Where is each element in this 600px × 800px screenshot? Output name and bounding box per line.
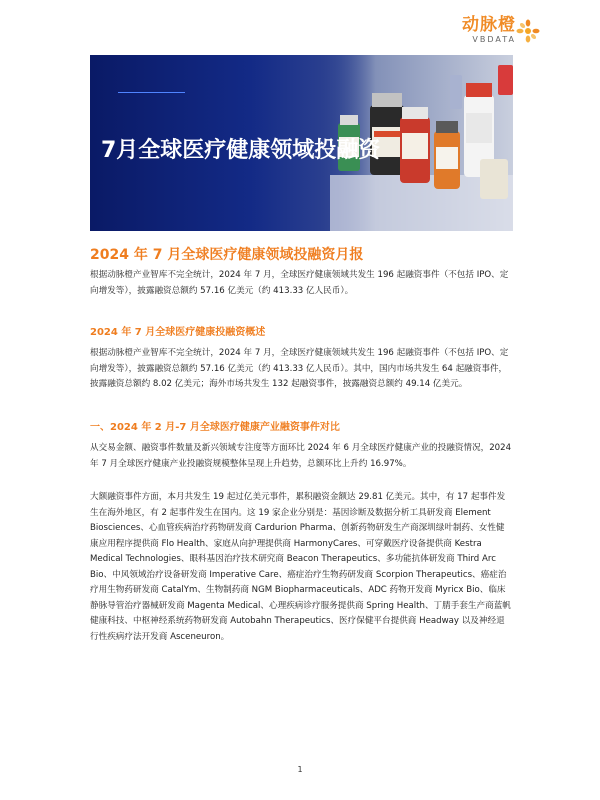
- report-title: 2024 年 7 月全球医疗健康领域投融资月报: [90, 247, 364, 263]
- overview-heading: 2024 年 7 月全球医疗健康投融资概述: [90, 327, 266, 338]
- banner-accent-line: [118, 92, 185, 93]
- section1-paragraph-1: 从交易金额、融资事件数量及新兴领域专注度等方面环比 2024 年 6 月全球医疗健康产业的投融资情况，2024 年 7 月全球医疗健康产业投融资规模整体呈现上升趋势，总额环比上升约 16.97%。: [90, 443, 512, 469]
- brand-logo: [462, 16, 516, 45]
- banner-title: 7月全球医疗健康领域投融资: [101, 138, 381, 163]
- intro-paragraph: 根据动脉橙产业智库不完全统计，2024 年 7 月，全球医疗健康领域共发生 196 起融资事件（不包括 IPO、定向增发等），披露融资总额约 57.16 亿美元（约 413.33 亿人民币）。: [90, 270, 509, 296]
- header-banner: [90, 55, 513, 231]
- page-number: 1: [297, 765, 303, 774]
- logo-text-cn: 动脉橙: [462, 15, 516, 35]
- overview-paragraph: 根据动脉橙产业智库不完全统计，2024 年 7 月，全球医疗健康领域共发生 196 起融资事件（不包括 IPO、定向增发等），披露融资总额约 57.16 亿美元（约 413.33 亿人民币）。其中，国内市场共发生 64 起融资事件，披露融资总额约 8.02 亿美元；海外市场共发生 132 起融资事件，披露融资总额约 49.14 亿美元。: [90, 348, 509, 389]
- logo-text-en: VBDATA: [472, 35, 516, 44]
- section1-heading: 一、2024 年 2 月-7 月全球医疗健康产业融资事件对比: [90, 422, 340, 433]
- section1-paragraph-2: 大额融资事件方面，本月共发生 19 起过亿美元事件，累积融资金额达 29.81 亿美元。其中，有 17 起事件发生在海外地区，有 2 起事件发生在国内。这 19 家企业分别是：基因诊断及数据分析工具研发商 Element Biosciences、心血管疾病治疗药物研发商 Cardurion Pharma、创新药物研发生产商深圳绿叶制药、女性健康应用程序提供商 Flo Health、家庭从向护理提供商 HarmonyCares、可穿戴医疗设备提供商 Kestra Medical Technologies、眼科基因治疗技术研究商 Beacon Therapeutics、多功能抗体研发商 Third Arc Bio、中风领域治疗设备研发商 Imperative Care、癌症治疗生物药研发商 Scorpion Therapeutics、癌症治疗用生物药研发商 CatalYm、生物制药商 NGM Biopharmaceuticals、ADC 药物开发商 Myricx Bio、临床静脉导管治疗器械研发商 Magenta Medical、心理疾病诊疗服务提供商 Spring Health、丁腈手套生产商蓝帆健康科技、中枢神经系统药物研发商 Autobahn Therapeutics、医疗保健平台提供商 Headway 以及神经退行性疾病疗法开发商 Asceneuron。: [90, 492, 511, 642]
- logo-burst-icon: [516, 19, 540, 43]
